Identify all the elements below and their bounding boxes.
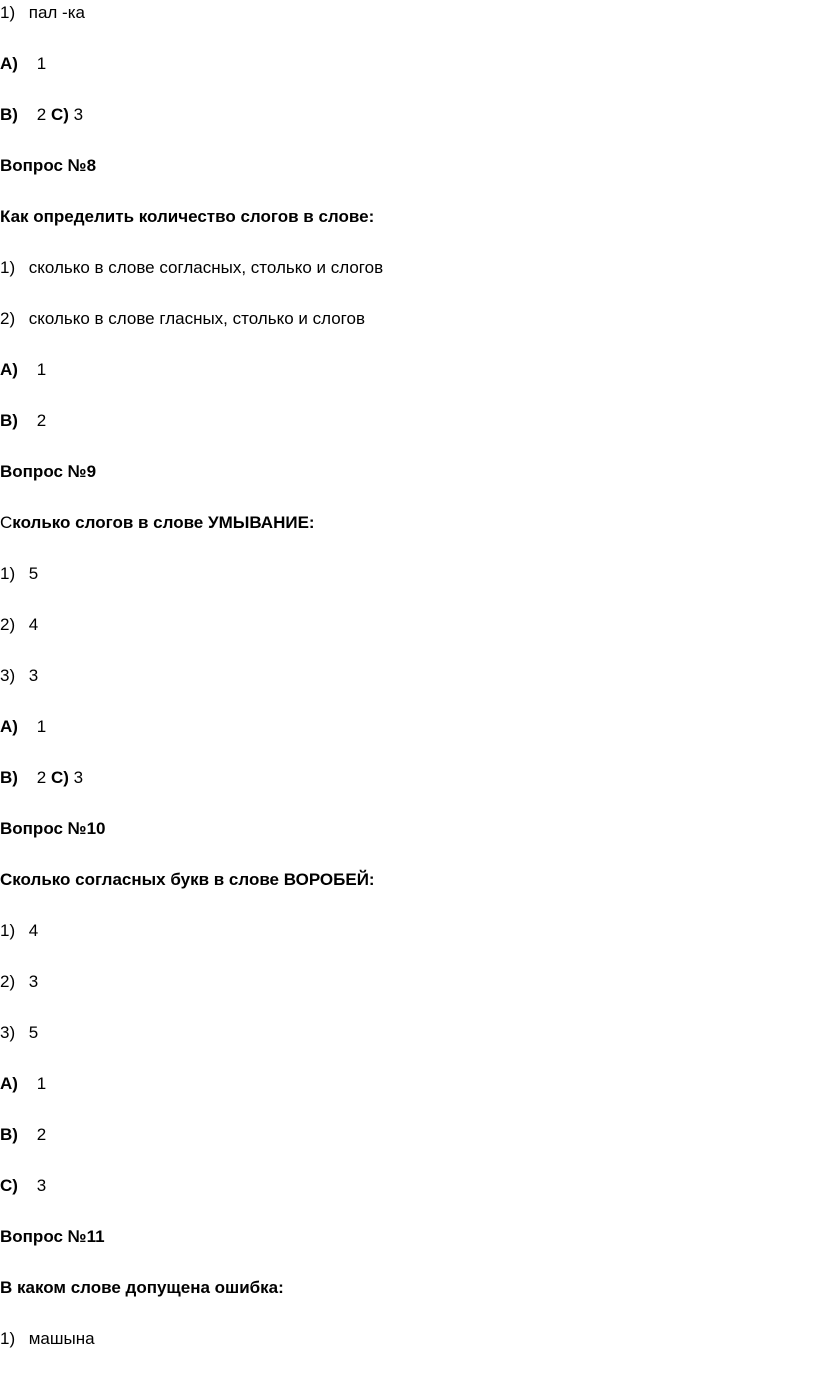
option-row [0, 561, 38, 587]
option-row [0, 1326, 95, 1352]
option-text: 4 [28, 921, 39, 940]
answer-row [0, 51, 46, 77]
question-text [0, 510, 315, 536]
answer-value: 2 [36, 1125, 47, 1144]
question-text: В каком слове допущена ошибка: [0, 1278, 284, 1297]
answer-label: В) [0, 411, 18, 430]
option-row [0, 306, 365, 332]
answer-row [0, 102, 83, 128]
answer-label: А) [0, 54, 18, 73]
answer-row [0, 1071, 46, 1097]
option-row [0, 612, 38, 638]
option-text: машына [28, 1329, 95, 1348]
option-text: 4 [28, 615, 39, 634]
answer-value: 1 [36, 54, 47, 73]
question-heading: Вопрос №10 [0, 819, 106, 838]
question-heading: Вопрос №11 [0, 1227, 105, 1246]
answer-label: С) [0, 1176, 18, 1195]
option-text: пал -ка [28, 3, 85, 22]
answer-label: В) [0, 1125, 18, 1144]
option-row [0, 663, 38, 689]
question-text: Сколько согласных букв в слове ВОРОБЕЙ: [0, 870, 375, 889]
option-row [0, 918, 38, 944]
answer-label: С) [50, 105, 69, 124]
answer-row [0, 714, 46, 740]
option-number: 1) [0, 3, 16, 22]
answer-value: 2 [36, 411, 47, 430]
question-text: Как определить количество слогов в слове: [0, 207, 375, 226]
answer-label: С) [50, 768, 69, 787]
answer-row [0, 408, 46, 434]
answer-row [0, 357, 46, 383]
question-prefix: С [0, 513, 13, 532]
answer-row [0, 1122, 46, 1148]
answer-value: 1 [36, 360, 47, 379]
option-text: 3 [28, 972, 39, 991]
option-number: 3) [0, 1023, 16, 1042]
answer-label: А) [0, 360, 18, 379]
option-row [0, 1020, 38, 1046]
question-heading: Вопрос №9 [0, 462, 97, 481]
option-number: 1) [0, 564, 16, 583]
answer-label: В) [0, 768, 18, 787]
answer-value: 2 [36, 105, 47, 124]
answer-value: 3 [73, 768, 84, 787]
option-text: сколько в слове гласных, столько и слогов [28, 309, 365, 328]
option-number: 1) [0, 1329, 16, 1348]
answer-value: 3 [73, 105, 84, 124]
option-number: 1) [0, 921, 16, 940]
option-number: 1) [0, 258, 16, 277]
option-text: 5 [28, 1023, 39, 1042]
option-row [0, 969, 38, 995]
answer-label: В) [0, 105, 18, 124]
option-number: 3) [0, 666, 16, 685]
answer-label: А) [0, 717, 18, 736]
option-text: 3 [28, 666, 39, 685]
question-heading: Вопрос №8 [0, 156, 97, 175]
option-number: 2) [0, 615, 16, 634]
question-body: колько слогов в слове УМЫВАНИЕ: [12, 513, 315, 532]
option-text: 5 [28, 564, 39, 583]
option-text: сколько в слове согласных, столько и слогов [28, 258, 384, 277]
option-row [0, 0, 85, 26]
answer-row [0, 765, 83, 791]
answer-value: 2 [36, 768, 47, 787]
answer-label: А) [0, 1074, 18, 1093]
option-number: 2) [0, 972, 16, 991]
answer-value: 1 [36, 717, 47, 736]
answer-value: 1 [36, 1074, 47, 1093]
answer-row [0, 1173, 46, 1199]
answer-value: 3 [36, 1176, 47, 1195]
option-number: 2) [0, 309, 16, 328]
option-row [0, 255, 383, 281]
